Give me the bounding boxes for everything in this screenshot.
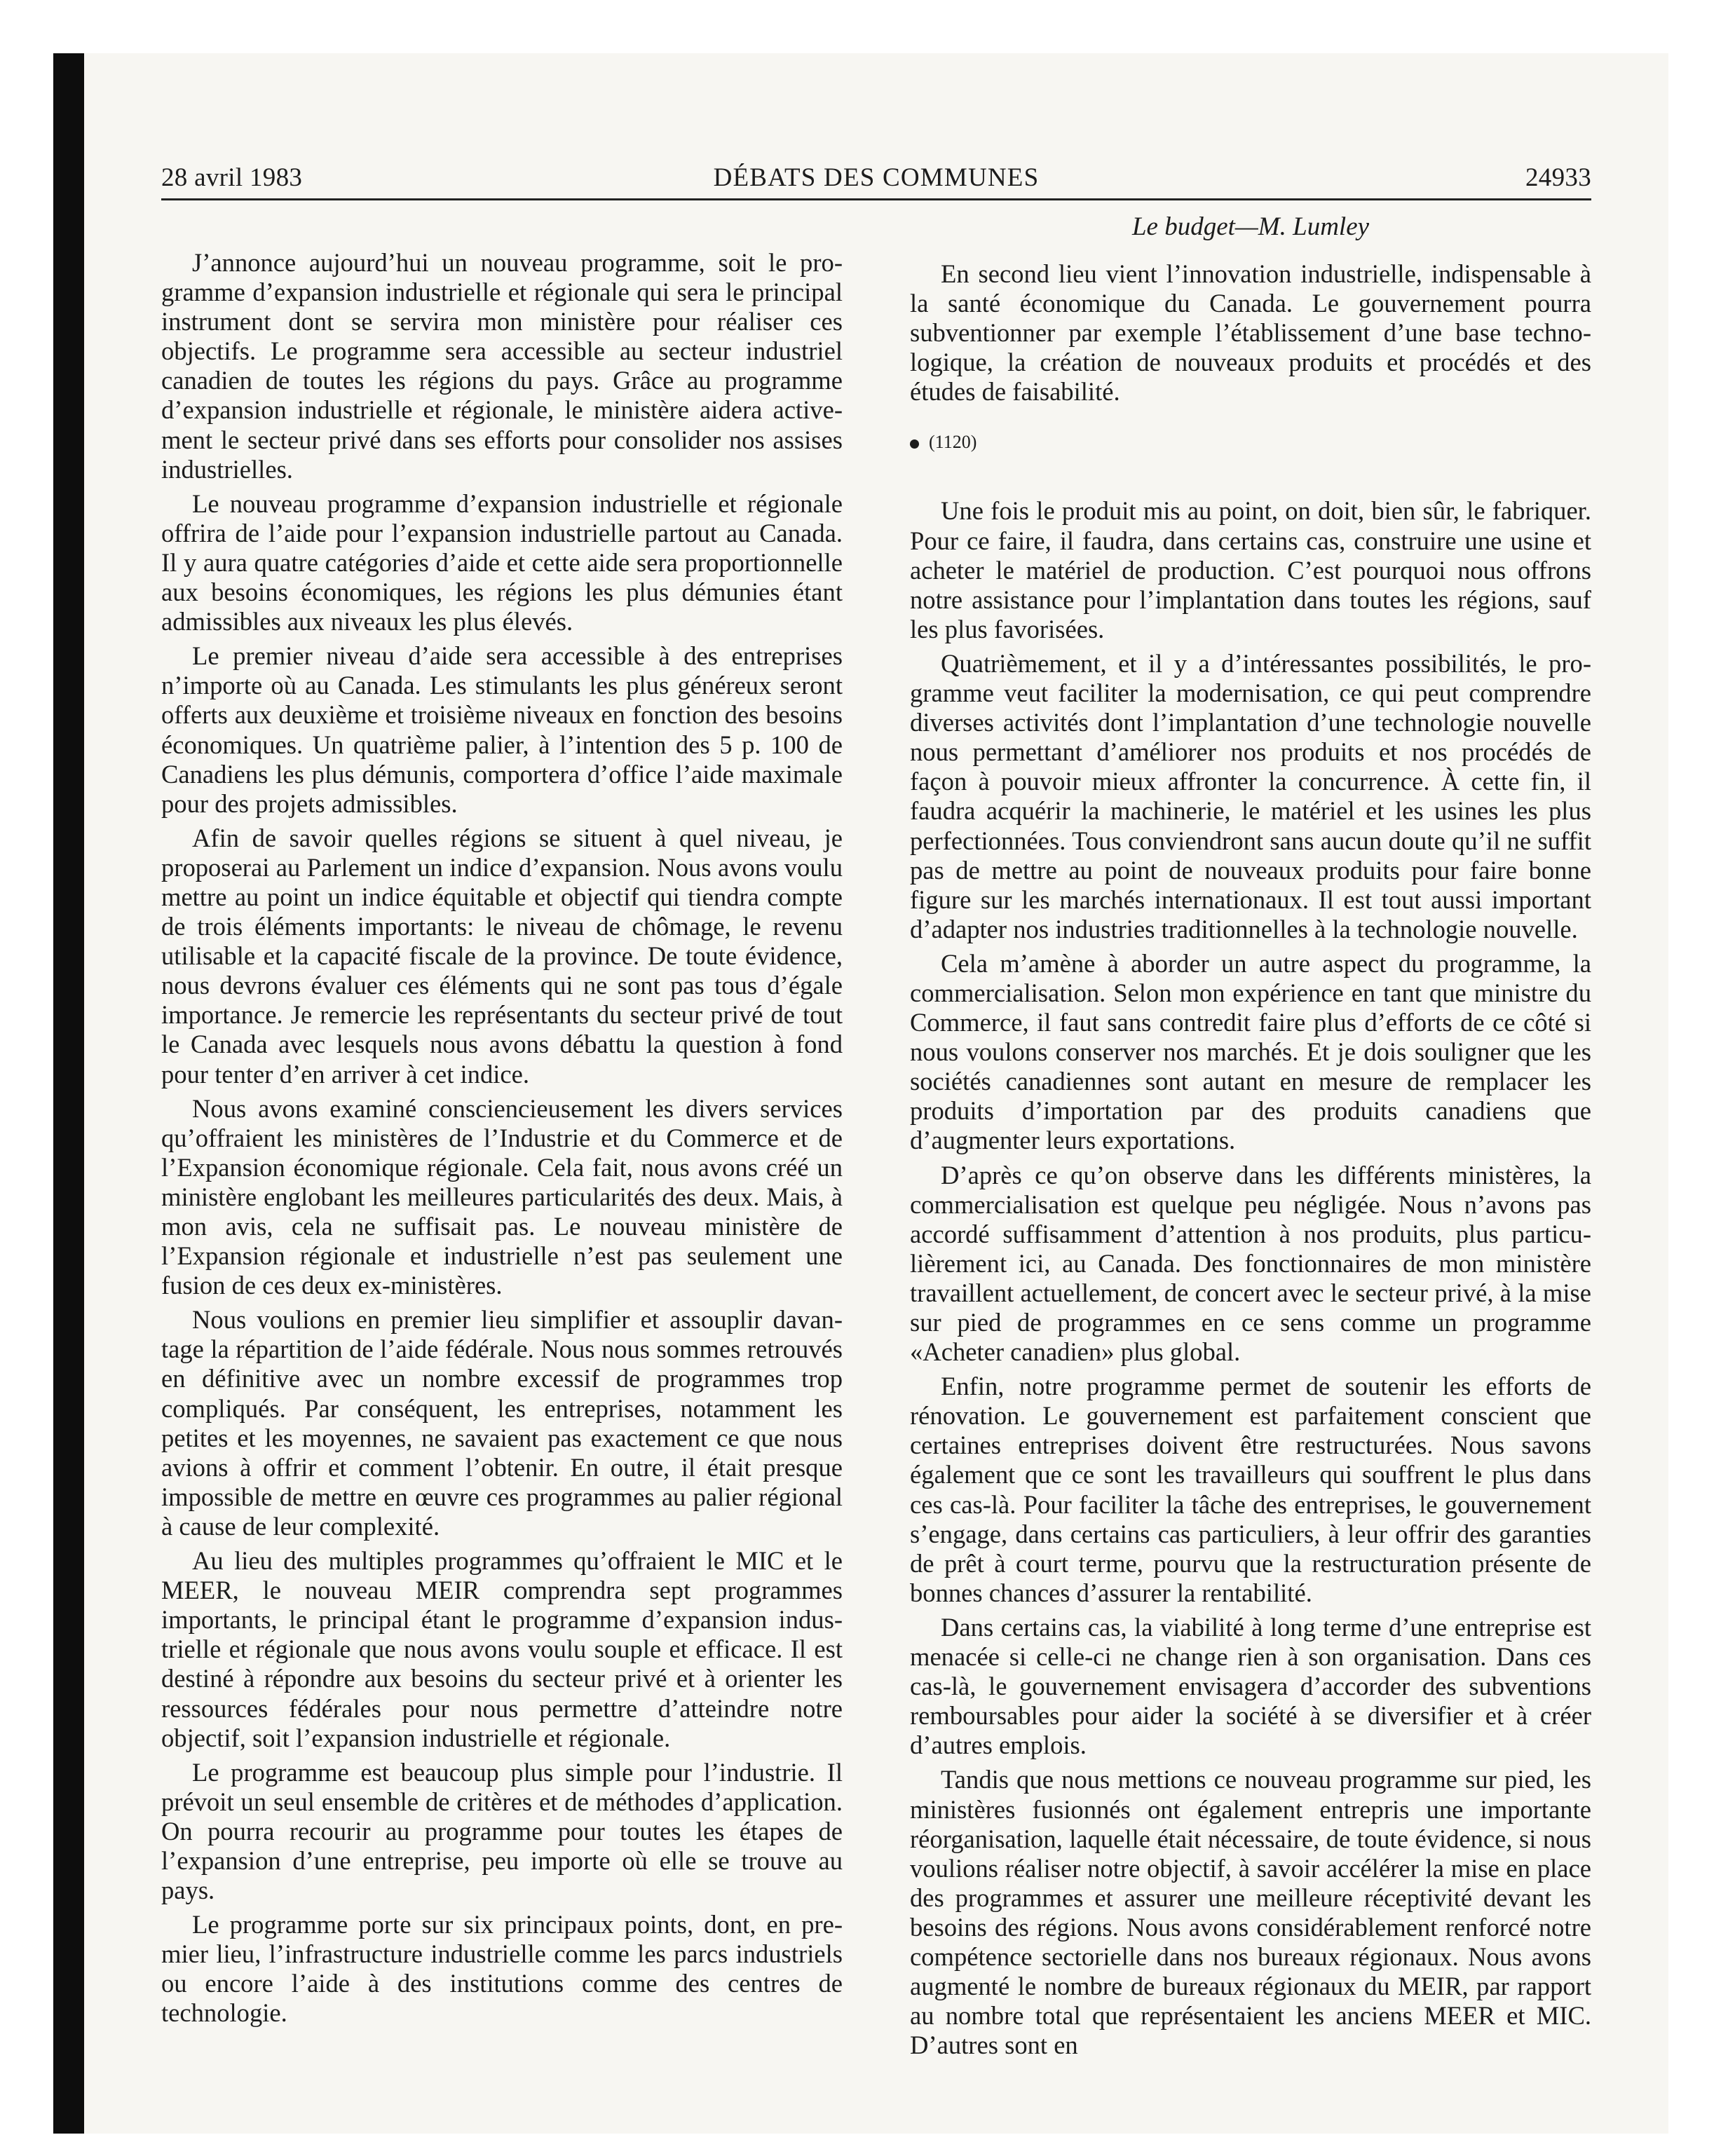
paragraph: J’annonce aujourd’hui un nouveau programme, soit le programme d’expansion industrielle et régionale qui sera le principal instrument dont se servira mon ministère pour réaliser ces objectifs. Le programme sera accessible au secteur industriel canadien de toutes les régions du pays. Grâce au programme d’expansion industrielle et régionale, le ministère aidera activement le secteur privé dans ses efforts pour consolider nos assises industrielles. (161, 248, 843, 484)
header-date: 28 avril 1983 (161, 163, 303, 192)
paragraph: En second lieu vient l’innovation industrielle, indispensable à la santé économique du Canada. Le gouvernement pourra subventionner par exemple l’établissement d’une base technologique, la création de nouveaux produits et procédés et des études de faisabilité. (910, 259, 1591, 407)
paragraph: Tandis que nous mettions ce nouveau programme sur pied, les ministères fusionnés ont également entrepris une importante réorganisation, laquelle était nécessaire, de toute évidence, si nous voulions réaliser notre objectif, à savoir accélérer la mise en place des programmes et assurer une meilleure réceptivité devant les besoins des régions. Nous avons considérablement renforcé notre compétence sectorielle dans nos bureaux régionaux. Nous avons augmenté le nombre de bureaux régionaux du MEIR, par rapport au nombre total que représentaient les anciens MEER et MIC. D’autres sont en (910, 1765, 1591, 2060)
running-header (161, 163, 1591, 199)
paragraph: Cela m’amène à aborder un autre aspect du programme, la commercialisation. Selon mon expérience en tant que ministre du Commerce, il faut sans contredit faire plus d’efforts de ce côté si nous voulons conserver nos marchés. Et je dois souligner que les sociétés canadiennes sont autant en mesure de remplacer les produits d’importation par des produits canadiens que d’augmenter leurs exportations. (910, 948, 1591, 1155)
paragraph: Une fois le produit mis au point, on doit, bien sûr, le fabriquer. Pour ce faire, il faudra, dans certains cas, construire une usine et acheter le matériel de production. C’est pourquoi nous offrons notre assistance pour l’implantation dans toutes les régions, sauf les plus favorisées. (910, 496, 1591, 643)
paragraph: Enfin, notre programme permet de soutenir les efforts de rénovation. Le gouvernement est parfaitement conscient que certaines entreprises doivent être restructurées. Nous savons également que ce sont les travailleurs qui souffrent le plus dans ces cas-là. Pour faciliter la tâche des entreprises, le gouvernement s’engage, dans certains cas particuliers, à leur offrir des garanties de prêt à court terme, pourvu que la restructuration présente de bonnes chances d’assurer la rentabilité. (910, 1372, 1591, 1607)
paragraph: Dans certains cas, la viabilité à long terme d’une entreprise est menacée si celle-ci ne change rien à son organisation. Dans ces cas-là, le gouvernement envisagera d’accorder des subventions remboursables pour aider la société à se diversifier et à créer d’autres emplois. (910, 1612, 1591, 1760)
paragraph: Afin de savoir quelles régions se situent à quel niveau, je proposerai au Parlement un indice d’expansion. Nous avons voulu mettre au point un indice équitable et objectif qui tiendra compte de trois éléments importants: le niveau de chômage, le revenu utilisable et la capacité fiscale de la province. De toute évidence, nous devrons évaluer ces éléments qui ne sont pas tous d’égale importance. Je remercie les représentants du secteur privé de tout le Canada avec lesquels nous avons débattu la question à fond pour tenter d’en arriver à cet indice. (161, 823, 843, 1089)
left-column (161, 248, 843, 2033)
paragraph: Le programme est beaucoup plus simple pour l’industrie. Il prévoit un seul ensemble de critères et de méthodes d’application. On pourra recourir au programme pour toutes les étapes de l’expansion d’une entreprise, peu importe où elle se trouve au pays. (161, 1757, 843, 1905)
paragraph: D’après ce qu’on observe dans les différents ministères, la commercialisation est quelque peu négligée. Nous n’avons pas accordé suffisamment d’attention à nos produits, plus particulièrement ici, au Canada. Des fonctionnaires de mon ministère travaillent actuellement, de concert avec le secteur privé, à la mise sur pied de programmes en ce sens comme un programme «Acheter canadien» plus global. (910, 1160, 1591, 1367)
paragraph: Quatrièmement, et il y a d’intéressantes possibilités, le programme veut faciliter la modernisation, ce qui peut comprendre diverses activités dont l’implantation d’une technologie nouvelle nous permettant d’améliorer nos produits et nos procédés de façon à pouvoir mieux affronter la concurrence. À cette fin, il faudra acquérir la machinerie, le matériel et les usines les plus perfectionnées. Tous conviendront sans aucun doute qu’il ne suffit pas de mettre au point de nouveaux produits pour faire bonne figure sur les marchés internationaux. Il est tout aussi important d’adapter nos industries traditionnelles à la technologie nouvelle. (910, 648, 1591, 943)
header-journal-title: DÉBATS DES COMMUNES (713, 163, 1040, 192)
time-marker (910, 432, 1591, 453)
paragraph: Le programme porte sur six principaux points, dont, en premier lieu, l’infrastructure industrielle comme les parcs industriels ou encore l’aide à des institutions comme des centres de technologie. (161, 1910, 843, 2028)
time-marker-label: (1120) (929, 432, 977, 453)
paragraph: Nous voulions en premier lieu simplifier et assouplir davantage la répartition de l’aide fédérale. Nous nous sommes retrouvés en définitive avec un nombre excessif de programmes trop compliqués. Par conséquent, les entreprises, notamment les petites et les moyennes, ne savaient pas exactement ce que nous avions à offrir et comment l’obtenir. En outre, il était presque impossible de mettre en œuvre ces programmes au palier régional à cause de leur complexité. (161, 1305, 843, 1541)
header-page-number: 24933 (1525, 163, 1591, 192)
paragraph: Au lieu des multiples programmes qu’offraient le MIC et le MEER, le nouveau MEIR comprendra sept programmes importants, le principal étant le programme d’expansion industrielle et régionale que nous avons voulu souple et efficace. Il est destiné à répondre aux besoins du secteur privé et à orienter les ressources fédérales pour nous permettre d’atteindre notre objectif, soit l’expansion industrielle et régionale. (161, 1546, 843, 1752)
paragraph: Le nouveau programme d’expansion industrielle et régionale offrira de l’aide pour l’expansion industrielle partout au Canada. Il y aura quatre catégories d’aide et cette aide sera proportionnelle aux besoins économiques, les régions les plus démunies étant admissibles aux niveaux les plus élevés. (161, 489, 843, 636)
header-rule (161, 198, 1591, 200)
bullet-icon (910, 439, 919, 449)
binding-edge (53, 53, 84, 2134)
section-title: Le budget—M. Lumley (1131, 212, 1370, 241)
paragraph: Le premier niveau d’aide sera accessible à des entreprises n’importe où au Canada. Les stimulants les plus généreux seront offerts aux deuxième et troisième niveaux en fonction des besoins économiques. Un quatrième palier, à l’intention des 5 p. 100 de Canadiens les plus démunis, comportera d’office l’aide maximale pour des projets admissibles. (161, 641, 843, 818)
paragraph: Nous avons examiné consciencieusement les divers services qu’offraient les ministères de l’Industrie et du Commerce et de l’Expansion économique régionale. Cela fait, nous avons créé un ministère englobant les meilleures particularités des deux. Mais, à mon avis, cela ne suffisait pas. Le nouveau ministère de l’Expansion régionale et industrielle n’est pas seulement une fusion de ces deux ex-ministères. (161, 1093, 843, 1300)
right-column (910, 259, 1591, 2065)
